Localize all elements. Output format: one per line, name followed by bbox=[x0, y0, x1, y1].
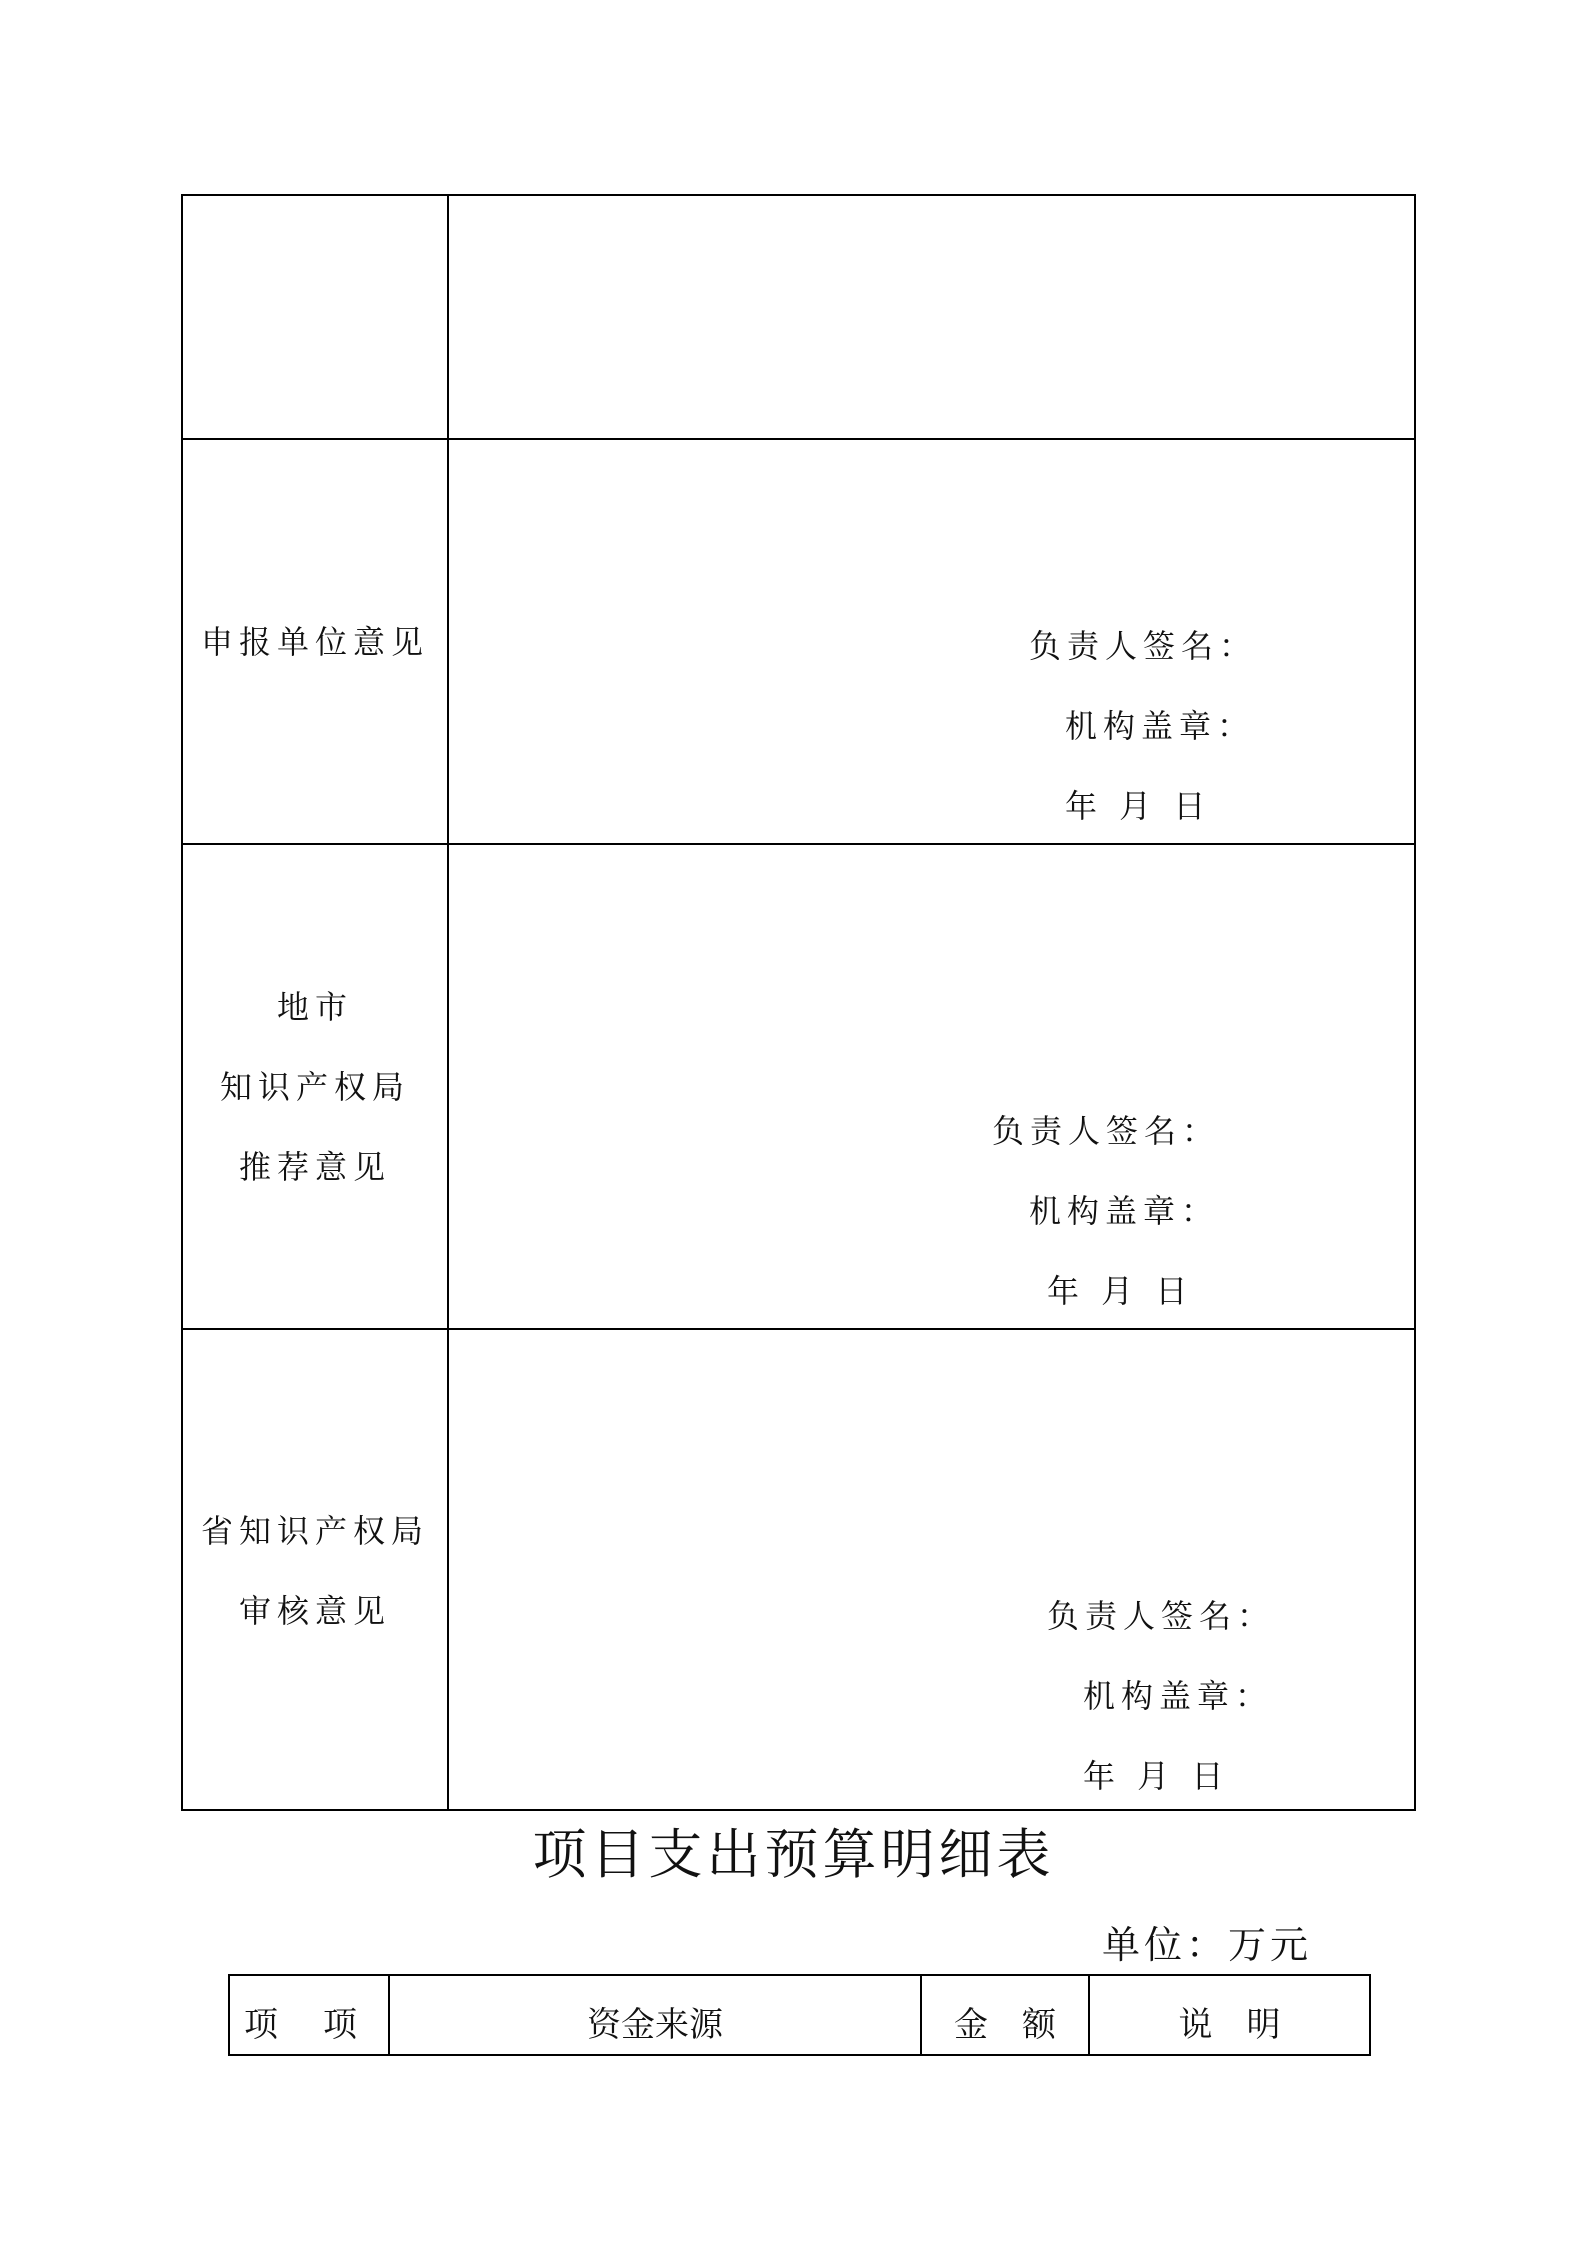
stamp-label: 机构盖章： bbox=[1029, 1192, 1220, 1230]
form-row-city-recommendation bbox=[183, 845, 1414, 1330]
stamp-label: 机构盖章： bbox=[1065, 707, 1256, 745]
opinion-area[interactable] bbox=[449, 1330, 1414, 1811]
budget-header-table bbox=[228, 1974, 1371, 2056]
date-label: 年 月 日 bbox=[1047, 1272, 1194, 1310]
form-row-label bbox=[183, 196, 449, 438]
form-row-province-review bbox=[183, 1330, 1414, 1811]
opinion-area[interactable] bbox=[449, 440, 1414, 843]
header-item-1: 项 bbox=[244, 2005, 278, 2045]
label-line: 审核意见 bbox=[238, 1591, 391, 1630]
form-row-blank bbox=[183, 196, 1414, 440]
label-line: 省知识产权局 bbox=[200, 1511, 429, 1550]
form-row-label bbox=[183, 440, 449, 843]
label-line: 推荐意见 bbox=[238, 1147, 391, 1186]
form-row-content[interactable] bbox=[449, 196, 1414, 438]
budget-title: 项目支出预算明细表 bbox=[532, 1823, 1055, 1886]
opinion-area[interactable] bbox=[449, 845, 1414, 1328]
signature-label: 负责人签名： bbox=[992, 1112, 1221, 1150]
label-line: 地市 bbox=[276, 987, 353, 1026]
header-amount: 金 额 bbox=[922, 1976, 1090, 2054]
form-row-label bbox=[183, 845, 449, 1328]
unit-label: 单位：万元 bbox=[1102, 1923, 1313, 1967]
stamp-label: 机构盖章： bbox=[1083, 1677, 1274, 1715]
header-item-2: 项 bbox=[292, 1976, 390, 2054]
signature-label: 负责人签名： bbox=[1047, 1597, 1276, 1635]
form-row-label bbox=[183, 1330, 449, 1811]
signature-label: 负责人签名： bbox=[1029, 627, 1258, 665]
label-line: 申报单位意见 bbox=[200, 622, 429, 661]
form-row-applicant-opinion bbox=[183, 440, 1414, 845]
date-label: 年 月 日 bbox=[1083, 1757, 1230, 1795]
header-funding-source: 资金来源 bbox=[390, 1976, 922, 2054]
header-description: 说 明 bbox=[1178, 2005, 1281, 2045]
approval-form-table bbox=[181, 194, 1416, 1811]
date-label: 年 月 日 bbox=[1065, 787, 1212, 825]
label-line: 知识产权局 bbox=[219, 1067, 410, 1106]
